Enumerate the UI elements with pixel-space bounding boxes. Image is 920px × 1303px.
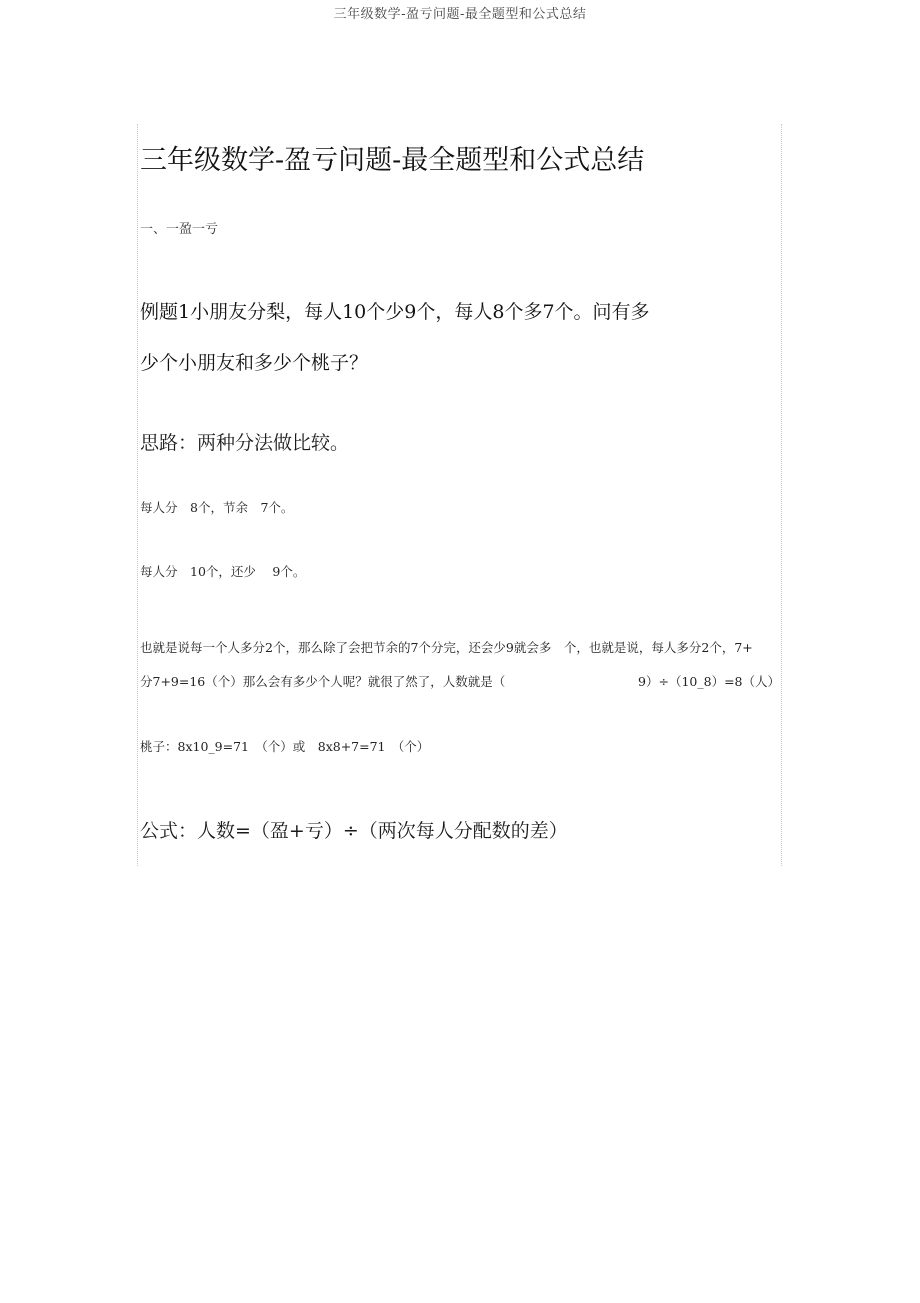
explanation-line-1: 也就是说每一个人多分2个，那么除了会把节余的7个分完，还会少9就会多 个，也就是说，每人多分2个，7+ (140, 640, 753, 655)
section-heading: 一、一盈一亏 (140, 222, 219, 237)
explanation-line-2-right: 9）÷（10_8）=8（人） (638, 674, 780, 689)
page-frame-left-border (137, 124, 138, 866)
example-question-line-2: 少个小朋友和多少个桃子？ (140, 352, 369, 374)
page-frame-right-border (781, 124, 782, 866)
formula-text: 公式：人数=（盈+亏）÷（两次每人分配数的差） (140, 820, 568, 842)
explanation-line-2-left: 分7+9=16（个）那么会有多少个人呢？就很了然了，人数就是（ (140, 674, 506, 689)
running-header: 三年级数学-盈亏问题-最全题型和公式总结 (333, 7, 587, 22)
solution-idea: 思路：两种分法做比较。 (140, 432, 350, 454)
peach-calculation: 桃子：8x10_9=71 （个）或 8x8+7=71 （个） (140, 739, 430, 754)
example-question-line-1: 例题1小朋友分梨，每人10个少9个，每人8个多7个。问有多 (140, 301, 650, 323)
case-two-text: 每人分 10个，还少 9个。 (140, 564, 306, 579)
document-title: 三年级数学-盈亏问题-最全题型和公式总结 (140, 145, 645, 176)
case-one-text: 每人分 8个，节余 7个。 (140, 500, 294, 515)
